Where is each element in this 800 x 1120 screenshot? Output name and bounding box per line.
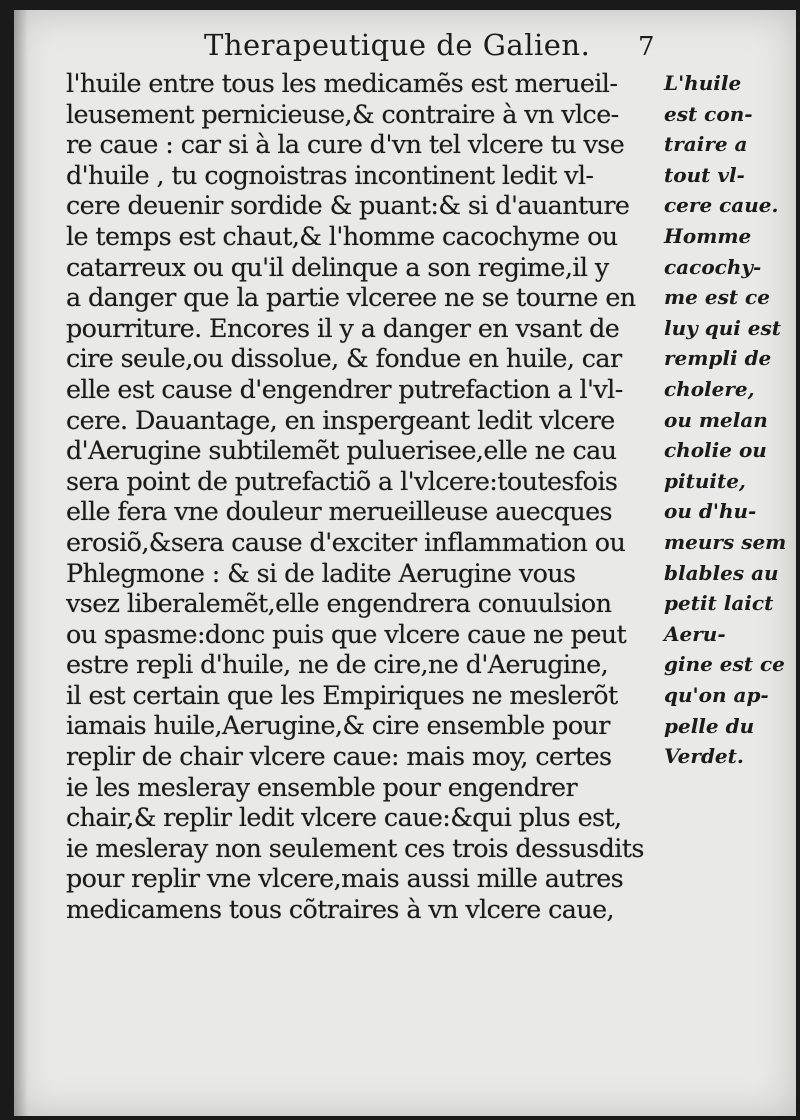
margin-note-line: meurs sem [664,530,787,554]
margin-note-line: cholie ou [664,438,767,463]
text-line: l'huile entre tous les medicamẽs est merueil- [66,68,618,98]
text-line: il est certain que les Empiriques ne meslerõt [66,679,618,710]
text-line: iamais huile,Aerugine,& cire ensemble pour [66,710,610,741]
margin-note-line: me est ce [664,285,770,310]
margin-note-line: blables au [664,560,779,585]
page-number: 7 [638,32,655,62]
margin-note-line: traire a [664,132,748,157]
margin-note-line: qu'on ap- [664,683,769,707]
text-line: elle est cause d'engendrer putrefaction a l'vl- [66,373,623,404]
margin-note-line: cere caue. [664,193,779,218]
margin-note-line: Homme [664,224,752,248]
text-line: le temps est chaut,& l'homme cacochyme ou [66,220,618,251]
text-line: Phlegmone : & si de ladite Aerugine vous [66,557,576,588]
text-line: catarreux ou qu'il delinque a son regime,il y [66,251,609,282]
text-line: vsez liberalemẽt,elle engendrera conuulsion [66,588,612,619]
book-page [14,10,796,1116]
margin-note-line: cacochy- [664,254,762,279]
text-line: estre repli d'huile, ne de cire,ne d'Aerugine, [66,649,609,680]
text-line: ie les mesleray ensemble pour engendrer [66,771,578,802]
text-line: sera point de putrefactiõ a l'vlcere:toutesfois [66,465,618,496]
text-line: ou spasme:donc puis que vlcere caue ne peut [66,618,627,649]
text-line: erosiõ,&sera cause d'exciter inflammation ou [66,526,626,557]
text-line: leusement pernicieuse,& contraire à vn vlce- [66,98,619,129]
text-line: re caue : car si à la cure d'vn tel vlcere tu vse [66,129,625,160]
text-line: cere deuenir sordide & puant:& si d'auanture [66,190,630,221]
margin-note-line: Aeru- [664,621,726,646]
margin-note-line: Verdet. [664,744,744,769]
text-line: cire seule,ou dissolue, & fondue en huile, car [66,343,622,374]
margin-note-line: tout vl- [664,162,745,187]
main-text-block [66,68,666,925]
text-line: d'Aerugine subtilemẽt puluerisee,elle ne cau [66,435,617,466]
margin-note-line: pituite, [664,468,746,493]
margin-note-line: petit laict [664,591,774,616]
running-title: Therapeutique de Galien. [204,28,591,62]
text-line: pour replir vne vlcere,mais aussi mille autres [66,863,624,894]
margin-note-line: pelle du [664,713,755,738]
margin-note-line: luy qui est [664,315,782,340]
margin-note-line: ou melan [664,407,768,432]
margin-note-line: cholere, [664,377,755,401]
margin-note-line: gine est ce [664,652,785,677]
text-line: cere. Dauantage, en inspergeant ledit vlcere [66,404,615,435]
text-line: chair,& replir ledit vlcere caue:&qui plus est, [66,802,622,833]
text-line: a danger que la partie vlceree ne se tourne en [66,282,636,313]
margin-note-line: rempli de [664,346,772,371]
text-line: pourriture. Encores il y a danger en vsant de [66,312,620,343]
margin-note-line: ou d'hu- [664,499,757,524]
margin-note-line: L'huile [664,71,742,95]
text-line: ie mesleray non seulement ces trois dessusdits [66,832,644,863]
text-line: d'huile , tu cognoistras incontinent ledit vl- [66,159,594,190]
text-line: medicamens tous cõtraires à vn vlcere caue, [66,894,614,925]
margin-note-line: est con- [664,101,753,126]
text-line: replir de chair vlcere caue: mais moy, certes [66,741,612,772]
text-line: elle fera vne douleur merueilleuse auecques [66,496,612,527]
